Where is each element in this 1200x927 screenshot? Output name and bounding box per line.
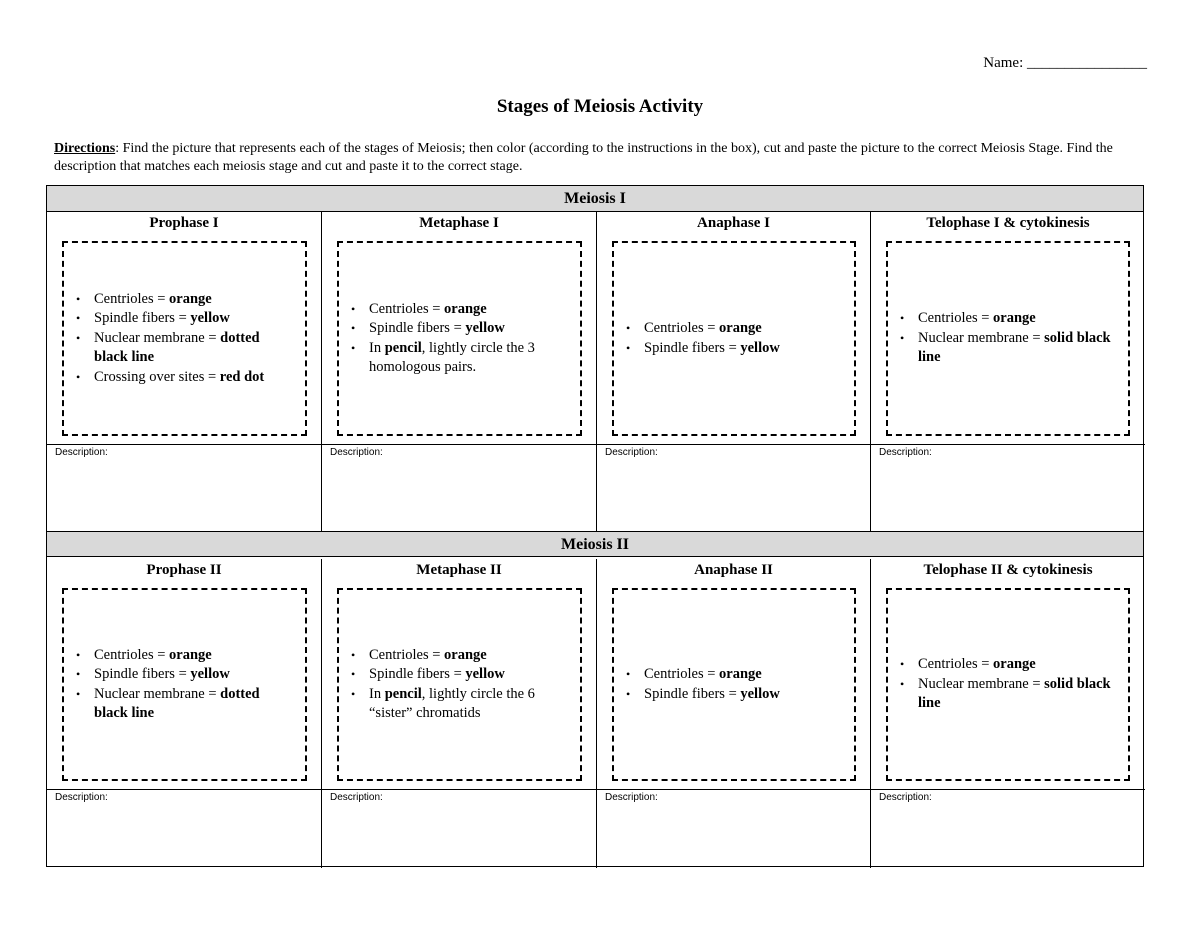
description-cell <box>597 789 871 868</box>
instruction-text: Centrioles = <box>369 646 445 663</box>
instruction-item <box>94 309 293 329</box>
instruction-text: Spindle fibers = <box>369 320 466 336</box>
stage-cell <box>597 559 871 789</box>
directions <box>54 140 1134 176</box>
meiosis-table <box>46 185 1144 867</box>
color-instructions <box>64 646 305 724</box>
instruction-emphasis: orange <box>169 646 212 663</box>
instruction-text: Spindle fibers = <box>644 685 741 702</box>
color-instructions <box>614 665 792 704</box>
instruction-text: Spindle fibers = <box>94 310 191 327</box>
instruction-emphasis: orange <box>444 646 487 663</box>
instruction-emphasis: red dot <box>219 368 265 385</box>
stage-title: Metaphase I <box>419 215 499 231</box>
instruction-item <box>94 290 293 310</box>
stage-title: Prophase I <box>149 215 219 231</box>
instruction-text: Crossing over sites = <box>94 368 220 385</box>
instruction-emphasis: orange <box>169 290 212 307</box>
instruction-text: , lightly circle the 6 “sister” chromatids <box>369 685 535 721</box>
instruction-text: Nuclear membrane = <box>918 329 1045 346</box>
instruction-item <box>369 646 568 666</box>
color-instructions <box>888 309 1128 368</box>
description-label: Description: <box>879 792 932 803</box>
description-cell <box>47 444 322 531</box>
instruction-emphasis: dotted black line <box>94 329 260 366</box>
instruction-item <box>369 339 568 378</box>
instruction-emphasis: orange <box>719 320 762 336</box>
instruction-text: Centrioles = <box>644 320 720 336</box>
instruction-item <box>644 685 780 705</box>
stage-cell <box>871 212 1145 444</box>
description-label: Description: <box>55 447 108 458</box>
instruction-emphasis: yellow <box>190 310 230 327</box>
stage-cell <box>47 559 322 789</box>
instruction-text: Centrioles = <box>94 646 170 663</box>
instruction-emphasis: orange <box>719 666 762 682</box>
picture-paste-box <box>886 241 1130 436</box>
stage-cell <box>597 212 871 444</box>
instruction-item <box>644 339 780 359</box>
instruction-item <box>369 319 568 339</box>
picture-paste-box <box>337 241 582 436</box>
instruction-item <box>94 685 293 724</box>
meiosis-1-heading: Meiosis I <box>47 186 1143 212</box>
color-instructions <box>339 646 580 724</box>
instruction-emphasis: yellow <box>740 339 780 356</box>
instruction-item <box>644 665 780 685</box>
instruction-emphasis: solid black line <box>918 675 1111 712</box>
instruction-emphasis: yellow <box>190 666 230 682</box>
color-instructions <box>339 300 580 378</box>
instruction-item <box>94 329 293 368</box>
stage-title: Anaphase II <box>694 562 773 578</box>
stage-cell <box>322 559 597 789</box>
description-label: Description: <box>879 447 932 458</box>
description-label: Description: <box>330 447 383 458</box>
stage-title: Telophase I & cytokinesis <box>926 215 1090 231</box>
instruction-item <box>918 309 1116 329</box>
instruction-text: Centrioles = <box>918 656 994 673</box>
instruction-text: In <box>369 685 385 702</box>
page-title: Stages of Meiosis Activity <box>496 96 704 117</box>
stage-cell <box>322 212 597 444</box>
description-label: Description: <box>330 792 383 803</box>
picture-paste-box <box>62 241 307 436</box>
instruction-text: Nuclear membrane = <box>94 329 221 346</box>
instruction-emphasis: orange <box>444 300 487 317</box>
color-instructions <box>888 655 1128 714</box>
instruction-text: Spindle fibers = <box>369 666 466 682</box>
instruction-item <box>644 319 780 339</box>
description-cell <box>871 444 1145 531</box>
description-label: Description: <box>55 792 108 803</box>
stage-cell <box>871 559 1145 789</box>
instruction-item <box>369 665 568 685</box>
picture-paste-box <box>337 588 582 781</box>
directions-text: : Find the picture that represents each of the stages of Meiosis; then color (according to the instructions in the box), cut and paste the picture to the correct Meiosis Stage. Find the description that matches each meiosis stage and cut and paste it to the correct stage. <box>54 141 1113 174</box>
description-cell <box>47 789 322 868</box>
instruction-text: In <box>369 339 385 356</box>
instruction-emphasis: yellow <box>740 685 780 702</box>
instruction-emphasis: orange <box>993 656 1036 673</box>
instruction-text: Centrioles = <box>94 290 170 307</box>
description-label: Description: <box>605 447 658 458</box>
instruction-text: Nuclear membrane = <box>918 675 1045 692</box>
stage-title: Telophase II & cytokinesis <box>923 562 1093 578</box>
instruction-text: Centrioles = <box>369 300 445 317</box>
stage-title: Metaphase II <box>416 562 502 578</box>
instruction-text: Nuclear membrane = <box>94 685 221 702</box>
color-instructions <box>64 290 305 388</box>
instruction-item <box>918 675 1116 714</box>
instruction-emphasis: yellow <box>465 320 505 336</box>
instruction-item <box>918 329 1116 368</box>
picture-paste-box <box>612 241 856 436</box>
description-cell <box>322 444 597 531</box>
instruction-emphasis: orange <box>993 310 1036 327</box>
instruction-item <box>369 300 568 320</box>
name-field: Name: ________________ <box>983 55 1147 71</box>
instruction-text: Spindle fibers = <box>644 339 741 356</box>
instruction-item <box>94 665 293 685</box>
instruction-text: , lightly circle the 3 homologous pairs. <box>369 339 535 375</box>
instruction-item <box>94 368 293 388</box>
directions-label: Directions <box>54 141 116 156</box>
picture-paste-box <box>62 588 307 781</box>
color-instructions <box>614 319 792 358</box>
stage-title: Prophase II <box>146 562 222 578</box>
instruction-text: Centrioles = <box>918 310 994 327</box>
instruction-emphasis: pencil <box>384 685 422 702</box>
meiosis-2-heading: Meiosis II <box>47 531 1143 557</box>
instruction-item <box>918 655 1116 675</box>
description-label: Description: <box>605 792 658 803</box>
instruction-emphasis: dotted black line <box>94 685 260 721</box>
instruction-emphasis: pencil <box>384 339 422 356</box>
instruction-text: Spindle fibers = <box>94 666 191 682</box>
description-cell <box>322 789 597 868</box>
picture-paste-box <box>886 588 1130 781</box>
stage-title: Anaphase I <box>697 215 770 231</box>
instruction-item <box>369 685 568 724</box>
description-cell <box>597 444 871 531</box>
stage-cell <box>47 212 322 444</box>
description-cell <box>871 789 1145 868</box>
instruction-emphasis: solid black line <box>918 329 1111 366</box>
picture-paste-box <box>612 588 856 781</box>
instruction-emphasis: yellow <box>465 666 505 682</box>
instruction-item <box>94 646 293 666</box>
instruction-text: Centrioles = <box>644 666 720 682</box>
